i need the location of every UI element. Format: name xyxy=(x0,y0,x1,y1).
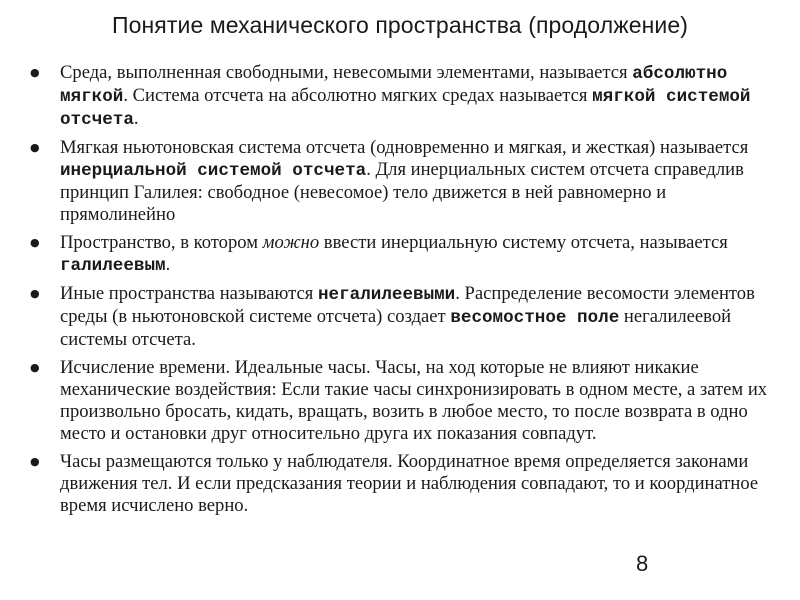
bullet-icon: ● xyxy=(30,361,40,374)
bold-term: абсолютно мягкой xyxy=(60,64,728,107)
bullet-item xyxy=(30,232,782,277)
text-run: Мягкая ньютоновская система отсчета (одновременно и мягкая, и жесткая) называется xyxy=(60,137,749,158)
text-run: Иные пространства называются xyxy=(60,283,318,304)
bullet-item xyxy=(30,62,782,131)
text-run: . Распределение весомости элементов среды (в ньютоновской системе отсчета) создает xyxy=(60,283,755,327)
bullet-item xyxy=(30,137,782,226)
bullet-list xyxy=(30,62,782,523)
italic-term: можно xyxy=(262,232,320,253)
text-run: Часы размещаются только у наблюдателя. Координатное время определяется законами движения тел. И если предсказания теории и наблюдения совпадают, то и координатное время исчислено верно. xyxy=(60,451,759,516)
bullet-icon: ● xyxy=(30,455,40,468)
bullet-icon: ● xyxy=(30,141,40,154)
slide-title: Понятие механического пространства (продолжение) xyxy=(111,12,688,38)
text-run: . Система отсчета на абсолютно мягких средах называется xyxy=(123,85,593,106)
text-run: негалилеевой системы отсчета. xyxy=(60,306,732,350)
bullet-icon: ● xyxy=(30,287,40,300)
text-run: Пространство, в котором xyxy=(60,232,263,253)
page-number: 8 xyxy=(636,551,649,576)
text-run: . xyxy=(133,108,139,129)
bullet-icon: ● xyxy=(30,66,40,79)
text-run: Исчисление времени. Идеальные часы. Часы, на ход которые не влияют никакие механические воздействия: Если такие часы синхронизировать в одном месте, а затем их произвольно бросать, кидать, вращать, возить в любое место, то после возврата в одно место и остановки друг относительно друга их показания совпадут. xyxy=(60,357,768,444)
bold-term: весомостное поле xyxy=(450,308,620,328)
text-run: . xyxy=(165,254,171,275)
text-run: Среда, выполненная свободными, невесомыми элементами, называется xyxy=(60,62,633,83)
bold-term: мягкой системой отсчета xyxy=(60,87,751,130)
bold-term: инерциальной системой отсчета xyxy=(60,161,367,181)
text-run: ввести инерциальную систему отсчета, называется xyxy=(319,232,728,253)
bullet-item xyxy=(30,283,782,351)
bold-term: негалилеевыми xyxy=(317,285,456,305)
bullet-item xyxy=(30,357,782,445)
bold-term: галилеевым xyxy=(60,256,166,276)
text-run: . Для инерциальных систем отсчета справедлив принцип Галилея: свободное (невесомое) тело движется в ней равномерно и прямолинейно xyxy=(60,159,744,225)
bullet-icon: ● xyxy=(30,236,40,249)
bullet-item xyxy=(30,451,782,517)
